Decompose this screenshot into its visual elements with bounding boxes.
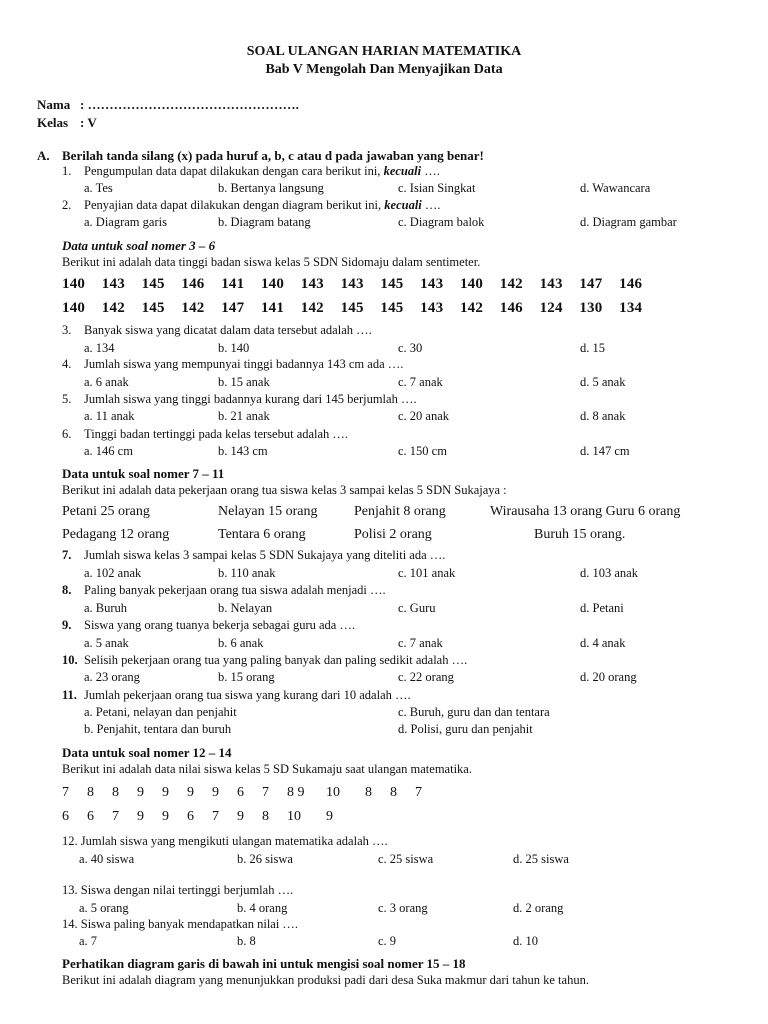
option-a[interactable]: a. 146 cm	[84, 444, 133, 458]
data-intro-7-11: Berikut ini adalah data pekerjaan orang tua siswa kelas 3 sampai kelas 5 SDN Sukajaya :	[62, 483, 507, 497]
question-number: 7.	[62, 548, 72, 562]
data-value: 9	[187, 785, 194, 800]
data-value: 8	[112, 785, 119, 800]
job-data-item: Pedagang 12 orang	[62, 527, 170, 542]
option-b[interactable]: b. 110 anak	[218, 566, 276, 580]
data-value: 143	[300, 276, 324, 292]
data-value: 145	[141, 300, 165, 316]
option-c[interactable]: c. 22 orang	[398, 670, 454, 684]
option-a[interactable]: a. 6 anak	[84, 375, 129, 389]
kelas-label: Kelas	[37, 115, 69, 130]
data-value: 142	[181, 300, 205, 316]
question-8: Paling banyak pekerjaan orang tua siswa adalah menjadi ….	[84, 583, 386, 597]
question-number: 3.	[62, 323, 72, 337]
question-6: Tinggi badan tertinggi pada kelas tersebut adalah ….	[84, 427, 349, 441]
data-value: 142	[499, 276, 523, 292]
data-value: 145	[380, 300, 404, 316]
data-value: 140	[459, 276, 484, 292]
data-heading-7-11: Data untuk soal nomer 7 – 11	[62, 466, 225, 481]
data-value: 8	[87, 785, 94, 800]
data-value: 147	[579, 276, 603, 292]
option-a[interactable]: a. Diagram garis	[84, 215, 167, 229]
data-value: 9	[212, 785, 219, 800]
question-3: Banyak siswa yang dicatat dalam data tersebut adalah ….	[84, 323, 372, 337]
question-number: 2.	[62, 198, 72, 212]
question-number: 10.	[62, 653, 78, 667]
data-value: 9	[162, 809, 169, 824]
question-5: Jumlah siswa yang tinggi badannya kurang dari 145 berjumlah ….	[84, 392, 417, 406]
option-a[interactable]: a. 5 orang	[79, 901, 129, 915]
option-b[interactable]: b. Penjahit, tentara dan buruh	[84, 722, 232, 736]
option-a[interactable]: a. Tes	[84, 181, 113, 195]
option-c[interactable]: c. 7 anak	[398, 636, 443, 650]
option-b[interactable]: b. 21 anak	[218, 409, 270, 423]
data-value: 7	[62, 785, 69, 800]
option-c[interactable]: c. 30	[398, 341, 423, 355]
option-c[interactable]: c. Buruh, guru dan dan tentara	[398, 705, 550, 719]
option-c[interactable]: c. Diagram balok	[398, 215, 485, 229]
question-number: 4.	[62, 357, 72, 371]
option-a[interactable]: a. Petani, nelayan dan penjahit	[84, 705, 237, 719]
option-a[interactable]: a. 7	[79, 934, 98, 948]
option-b[interactable]: b. Bertanya langsung	[218, 181, 324, 195]
job-data-item: Petani 25 orang	[62, 504, 150, 519]
data-value: 8	[365, 785, 372, 800]
data-value: 6	[187, 809, 194, 824]
data-value: 8	[262, 809, 269, 824]
data-value: 8	[390, 785, 397, 800]
question-number: 8.	[62, 583, 72, 597]
option-c[interactable]: c. 101 anak	[398, 566, 456, 580]
data-value: 145	[380, 276, 404, 292]
option-d[interactable]: d. 25 siswa	[513, 852, 569, 866]
score-row-2	[62, 809, 351, 825]
question-number: 6.	[62, 427, 72, 441]
job-data-item: Tentara 6 orang	[218, 527, 306, 542]
question-12: 12. Jumlah siswa yang mengikuti ulangan matematika adalah ….	[62, 834, 388, 848]
score-row-1	[62, 785, 440, 801]
data-value: 143	[340, 276, 364, 292]
data-value: 142	[101, 300, 125, 316]
question-tail: ….	[424, 198, 441, 212]
question-number: 5.	[62, 392, 72, 406]
nama-label: Nama	[37, 97, 71, 112]
data-value: 9	[137, 809, 144, 824]
option-a[interactable]: a. 5 anak	[84, 636, 129, 650]
option-b[interactable]: b. 6 anak	[218, 636, 264, 650]
data-value: 9	[237, 809, 244, 824]
option-c[interactable]: c. Guru	[398, 601, 436, 615]
option-a[interactable]: a. 11 anak	[84, 409, 135, 423]
option-b[interactable]: b. 140	[218, 341, 250, 355]
diagram-intro: Berikut ini adalah diagram yang menunjukkan produksi padi dari desa Suka makmur dari tahun ke tahun.	[62, 973, 589, 987]
question-text: Pengumpulan data dapat dilakukan dengan cara berikut ini,	[84, 164, 381, 178]
data-value: 140	[260, 276, 285, 292]
data-value: 124	[539, 300, 563, 316]
data-intro-12-14: Berikut ini adalah data nilai siswa kelas 5 SD Sukamaju saat ulangan matematika.	[62, 762, 472, 776]
option-d[interactable]: d. Polisi, guru dan penjahit	[398, 722, 533, 736]
data-intro-3-6: Berikut ini adalah data tinggi badan siswa kelas 5 SDN Sidomaju dalam sentimeter.	[62, 255, 481, 269]
question-4: Jumlah siswa yang mempunyai tinggi badannya 143 cm ada ….	[84, 357, 404, 371]
question-emphasis: kecuali	[383, 164, 422, 178]
data-value: 147	[221, 300, 245, 316]
option-c[interactable]: c. 25 siswa	[378, 852, 434, 866]
option-c[interactable]: c. 20 anak	[398, 409, 450, 423]
option-a[interactable]: a. 102 anak	[84, 566, 142, 580]
option-d[interactable]: d. Petani	[580, 601, 624, 615]
question-9: Siswa yang orang tuanya bekerja sebagai guru ada ….	[84, 618, 356, 632]
job-data-item: Penjahit 8 orang	[354, 504, 446, 519]
data-value: 143	[420, 300, 444, 316]
option-a[interactable]: a. 134	[84, 341, 115, 355]
data-value: 9	[326, 809, 333, 824]
option-b[interactable]: b. 26 siswa	[237, 852, 293, 866]
data-heading-3-6: Data untuk soal nomer 3 – 6	[62, 238, 216, 253]
question-text: Penyajian data dapat dilakukan dengan diagram berikut ini,	[84, 198, 382, 212]
data-heading-12-14: Data untuk soal nomer 12 – 14	[62, 745, 232, 760]
option-c[interactable]: c. 3 orang	[378, 901, 428, 915]
question-number: 1.	[62, 164, 72, 178]
question-14: 14. Siswa paling banyak mendapatkan nilai ….	[62, 917, 299, 931]
data-value: 143	[420, 276, 444, 292]
kelas-value: : V	[80, 115, 97, 130]
data-value: 143	[101, 276, 125, 292]
data-value: 145	[340, 300, 364, 316]
data-value: 146	[181, 276, 205, 292]
data-value: 10	[326, 785, 340, 800]
data-value: 142	[300, 300, 324, 316]
option-d[interactable]: d. 15	[580, 341, 605, 355]
data-value: 130	[579, 300, 603, 316]
question-1	[84, 164, 440, 179]
option-b[interactable]: b. Nelayan	[218, 601, 273, 615]
option-d[interactable]: d. Wawancara	[580, 181, 651, 195]
data-value: 8 9	[287, 785, 305, 800]
data-value: 142	[459, 300, 484, 316]
option-b[interactable]: b. 8	[237, 934, 256, 948]
data-value: 6	[62, 809, 69, 824]
option-d[interactable]: d. 147 cm	[580, 444, 630, 458]
option-d[interactable]: d. 20 orang	[580, 670, 637, 684]
option-c[interactable]: c. Isian Singkat	[398, 181, 476, 195]
option-d[interactable]: d. Diagram gambar	[580, 215, 677, 229]
data-value: 134	[619, 300, 643, 316]
data-value: 7	[415, 785, 422, 800]
question-2	[84, 198, 441, 213]
height-row-1	[62, 276, 659, 293]
job-data-item: Nelayan 15 orang	[218, 504, 318, 519]
height-row-2	[62, 300, 659, 317]
section-instruction: Berilah tanda silang (x) pada huruf a, b, c atau d pada jawaban yang benar!	[62, 148, 484, 163]
question-7: Jumlah siswa kelas 3 sampai kelas 5 SDN Sukajaya yang diteliti ada ….	[84, 548, 446, 562]
option-d[interactable]: d. 10	[513, 934, 538, 948]
question-13: 13. Siswa dengan nilai tertinggi berjumlah ….	[62, 883, 294, 897]
option-d[interactable]: d. 8 anak	[580, 409, 626, 423]
option-c[interactable]: c. 7 anak	[398, 375, 443, 389]
data-value: 9	[162, 785, 169, 800]
question-number: 9.	[62, 618, 72, 632]
data-value: 143	[539, 276, 563, 292]
data-value: 141	[221, 276, 245, 292]
option-b[interactable]: b. 15 anak	[218, 375, 270, 389]
question-tail: ….	[424, 164, 440, 178]
option-d[interactable]: d. 2 orang	[513, 901, 564, 915]
data-value: 6	[87, 809, 94, 824]
option-c[interactable]: c. 150 cm	[398, 444, 447, 458]
nama-field[interactable]: : ………………………………………….	[80, 97, 299, 112]
data-value: 146	[499, 300, 523, 316]
question-number: 11.	[62, 688, 77, 702]
question-10: Selisih pekerjaan orang tua yang paling banyak dan paling sedikit adalah ….	[84, 653, 468, 667]
question-emphasis: kecuali	[384, 198, 422, 212]
data-value: 141	[260, 300, 285, 316]
job-data-item: Polisi 2 orang	[354, 527, 432, 542]
page-title: SOAL ULANGAN HARIAN MATEMATIKA	[246, 44, 522, 59]
option-d[interactable]: d. 5 anak	[580, 375, 626, 389]
data-value: 6	[237, 785, 244, 800]
data-value: 145	[141, 276, 165, 292]
section-letter: A.	[37, 148, 50, 163]
option-d[interactable]: d. 103 anak	[580, 566, 638, 580]
data-value: 146	[619, 276, 643, 292]
option-b[interactable]: b. 15 orang	[218, 670, 275, 684]
data-value: 9	[137, 785, 144, 800]
diagram-instruction: Perhatikan diagram garis di bawah ini untuk mengisi soal nomer 15 – 18	[62, 956, 466, 971]
data-value: 7	[262, 785, 269, 800]
question-11: Jumlah pekerjaan orang tua siswa yang kurang dari 10 adalah ….	[84, 688, 411, 702]
page-subtitle: Bab V Mengolah Dan Menyajikan Data	[265, 62, 503, 77]
data-value: 140	[62, 276, 86, 292]
job-data-item: Buruh 15 orang.	[534, 527, 626, 542]
option-b[interactable]: b. Diagram batang	[218, 215, 311, 229]
option-a[interactable]: a. 40 siswa	[79, 852, 135, 866]
job-data-item: Wirausaha 13 orang Guru 6 orang	[490, 504, 681, 519]
data-value: 10	[287, 809, 301, 824]
option-d[interactable]: d. 4 anak	[580, 636, 626, 650]
option-a[interactable]: a. 23 orang	[84, 670, 140, 684]
data-value: 7	[212, 809, 219, 824]
option-b[interactable]: b. 4 orang	[237, 901, 288, 915]
data-value: 7	[112, 809, 119, 824]
option-b[interactable]: b. 143 cm	[218, 444, 268, 458]
data-value: 140	[62, 300, 86, 316]
option-a[interactable]: a. Buruh	[84, 601, 128, 615]
option-c[interactable]: c. 9	[378, 934, 397, 948]
